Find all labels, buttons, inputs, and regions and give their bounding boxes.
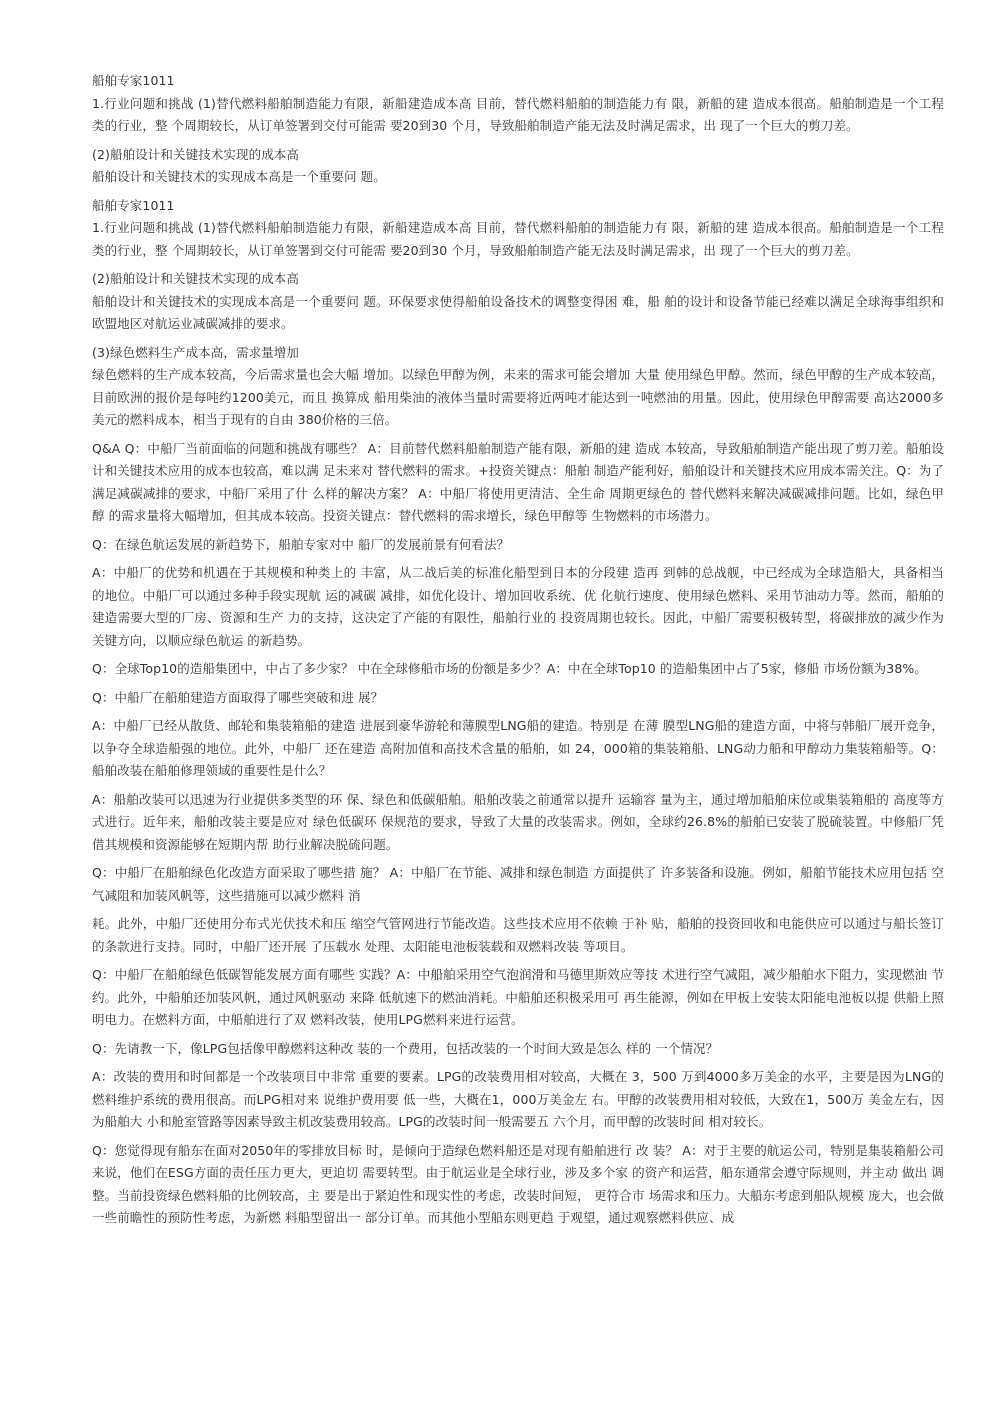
paragraph: 船舶设计和关键技术的实现成本高是一个重要问 题。 <box>92 169 386 184</box>
paragraph: 绿色燃料的生产成本较高，今后需求量也会大幅 增加。以绿色甲醇为例，未来的需求可能会增加 大量 使用绿色甲醇。然而，绿色甲醇的生产成本较高，目前欧洲的报价是每吨约1200美元，而且 换算成 船用柴油的液体当量时需要将近两吨才能达到一吨燃油的用量。因此，使用绿色甲醇需要 高达2000多 美元的燃料成本，相当于现有的自由 380价格的三倍。 <box>92 367 944 427</box>
qa-paragraph: Q：中船厂在船舶绿色低碳智能发展方面有哪些 实践？A：中船舶采用空气泡润滑和马德里斯效应等技 术进行空气减阻，减少船舶水下阻力，实现燃油 节约。此外，中船舶还加装风帆，通过风帆驱动 来降 低航速下的燃油消耗。中船舶还积极采用可 再生能源，例如在甲板上安装太阳能电池板以提 供船上照 明电力。在燃料方面，中船舶进行了双 燃料改装，使用LPG燃料来进行运营。 <box>92 967 944 1027</box>
document-body <box>92 70 944 1236</box>
paragraph: 1.行业问题和挑战 (1)替代燃料船舶制造能力有限，新船建造成本高 目前，替代燃料船舶的制造能力有 限，新船的建 造成本很高。船舶制造是一个工程类的行业，整 个周期较长，从订单签署到交付可能需 要20到30 个月，导致船舶制造产能无法及时满足需求，出 现了一个巨大的剪刀差。 <box>92 220 944 258</box>
qa-paragraph: Q：全球Top10的造船集团中，中占了多少家？ 中在全球修船市场的份额是多少？A：中在全球Top10 的造船集团中占了5家，修船 市场份额为38%。 <box>92 661 927 676</box>
heading-expert: 船舶专家1011 <box>92 73 175 88</box>
qa-paragraph: Q：您觉得现有船东在面对2050年的零排放目标 时，是倾向于造绿色燃料船还是对现有船舶进行 改 装？ A：对于主要的航运公司，特别是集装箱船公司 来说，他们在ESG方面的责任压力更大，更迫切 需要转型。由于航运业是全球行业，涉及多个家 的资产和运营，船东通常会遵守际规则，并主动 做出 调整。当前投资绿色燃料船的比例较高，主 要是出于紧迫性和现实性的考虑，改装时间短， 更符合市 场需求和压力。大船东考虑到船队规模 庞大，也会做一些前瞻性的预防性考虑，为新燃 料船型留出一 部分订单。而其他小型船东则更趋 于观望，通过观察燃料供应、成 <box>92 1142 944 1225</box>
paragraph: 1.行业问题和挑战 (1)替代燃料船舶制造能力有限，新船建造成本高 目前，替代燃料船舶的制造能力有 限，新船的建 造成本很高。船舶制造是一个工程类的行业，整 个周期较长，从订单签署到交付可能需 要20到30 个月，导致船舶制造产能无法及时满足需求，出 现了一个巨大的剪刀差。 <box>92 95 944 133</box>
heading-expert: 船舶专家1011 <box>92 197 175 213</box>
answer: A：中船厂已经从散货、邮轮和集装箱船的建造 进展到豪华游轮和薄膜型LNG船的建造。特别是 在薄 膜型LNG船的建造方面，中将与韩船厂展开竞争，以争夺全球造船强的地位。此外，中船厂 还在建造 高附加值和高技术含量的船舶，如 24，000箱的集装箱船、LNG动力船和甲醇动力集装箱船等。Q：船舶改装在船舶修理领域的重要性是什么？ <box>92 718 944 778</box>
question: Q：在绿色航运发展的新趋势下，船舶专家对中 船厂的发展前景有何看法？ <box>92 536 510 552</box>
answer: A：中船厂的优势和机遇在于其规模和种类上的 丰富，从二战后美的标准化船型到日本的分段建 造再 到韩的总战舰，中已经成为全球造船大，具备相当的地位。中船厂可以通过多种手段实现航 运的减碳 减排，如优化设计、增加回收系统、优 化航行速度、使用绿色燃料、采用节油动力等。然而，船舶的 建造需要大型的厂房、资源和生产 力的支持，这决定了产能的有限性，船舶行业的 投资周期也较长。因此，中船厂需要积极转型，将碳排放的减少作为关键方向，以顺应绿色航运 的新趋势。 <box>92 565 944 648</box>
paragraph: 耗。此外，中船厂还使用分布式光伏技术和压 缩空气管网进行节能改造。这些技术应用不依赖 于补 贴，船舶的投资回收和电能供应可以通过与船长签订的条款进行支持。同时，中船厂还开展 了压载水 处理、太阳能电池板装载和双燃料改装 等项目。 <box>92 916 944 954</box>
subheading: (3)绿色燃料生产成本高，需求量增加 <box>92 344 300 360</box>
qa-paragraph: Q&A Q：中船厂当前面临的问题和挑战有哪些？ A：目前替代燃料船舶制造产能有限，新船的建 造成 本较高，导致船舶制造产能出现了剪刀差。船舶设计和关键技术应用的成本也较高，难以满 足未来对 替代燃料的需求。+投资关键点：船舶 制造产能利好，船舶设计和关键技术应用成本需关注。Q：为了满足减碳减排的要求，中船厂采用了什 么样的解决方案？ A：中船厂将使用更清洁、全生命 周期更绿色的 替代燃料来解决减碳减排问题。比如，绿色甲醇 的需求量将大幅增加，但其成本较高。投资关键点：替代燃料的需求增长，绿色甲醇等 生物燃料的市场潜力。 <box>92 440 944 523</box>
question: Q：先请教一下，像LPG包括像甲醇燃料这种改 装的一个费用，包括改装的一个时间大致是怎么 样的 一个情况？ <box>92 1040 719 1056</box>
question: Q：中船厂在船舶建造方面取得了哪些突破和进 展？ <box>92 689 384 705</box>
qa-paragraph: Q：中船厂在船舶绿色化改造方面采取了哪些措 施？ A：中船厂在节能、减排和绿色制造 方面提供了 许多装备和设施。例如，船舶节能技术应用包括 空气减阻和加装风帆等，这些措施可以减少燃料 消 <box>92 865 944 903</box>
subheading: (2)船舶设计和关键技术实现的成本高 <box>92 146 300 162</box>
answer: A：船舶改装可以迅速为行业提供多类型的环 保、绿色和低碳船舶。船舶改装之前通常以提升 运输容 量为主，通过增加船舶床位或集装箱船的 高度等方式进行。近年来，船舶改装主要是应对 绿色低碳环 保规范的要求，导致了大量的改装需求。例如，全球约26.8%的船舶已安装了脱硫装置。中修船厂凭 借其规模和资源能够在短期内帮 助行业解决脱硫问题。 <box>92 791 944 852</box>
paragraph: 船舶设计和关键技术的实现成本高是一个重要问 题。环保要求使得船舶设备技术的调整变得困 难，船 舶的设计和设备节能已经难以满足全球海事组织和欧盟地区对航运业减碳减排的要求。 <box>92 293 944 331</box>
answer: A：改装的费用和时间都是一个改装项目中非常 重要的要素。LPG的改装费用相对较高，大概在 3，500 万到4000多万美金的水平，主要是因为LNG的燃料维护系统的费用很高。而LPG相对来 说维护费用要 低一些，大概在1，000万美金左 右。甲醇的改装费用相对较低，大致在1，500万 美金左右，因为船舶大 小和舱室管路等因素导致主机改装费用较高。LPG的改装时间一般需要五 六个月，而甲醇的改装时间 相对较长。 <box>92 1069 944 1129</box>
subheading: (2)船舶设计和关键技术实现的成本高 <box>92 271 300 286</box>
